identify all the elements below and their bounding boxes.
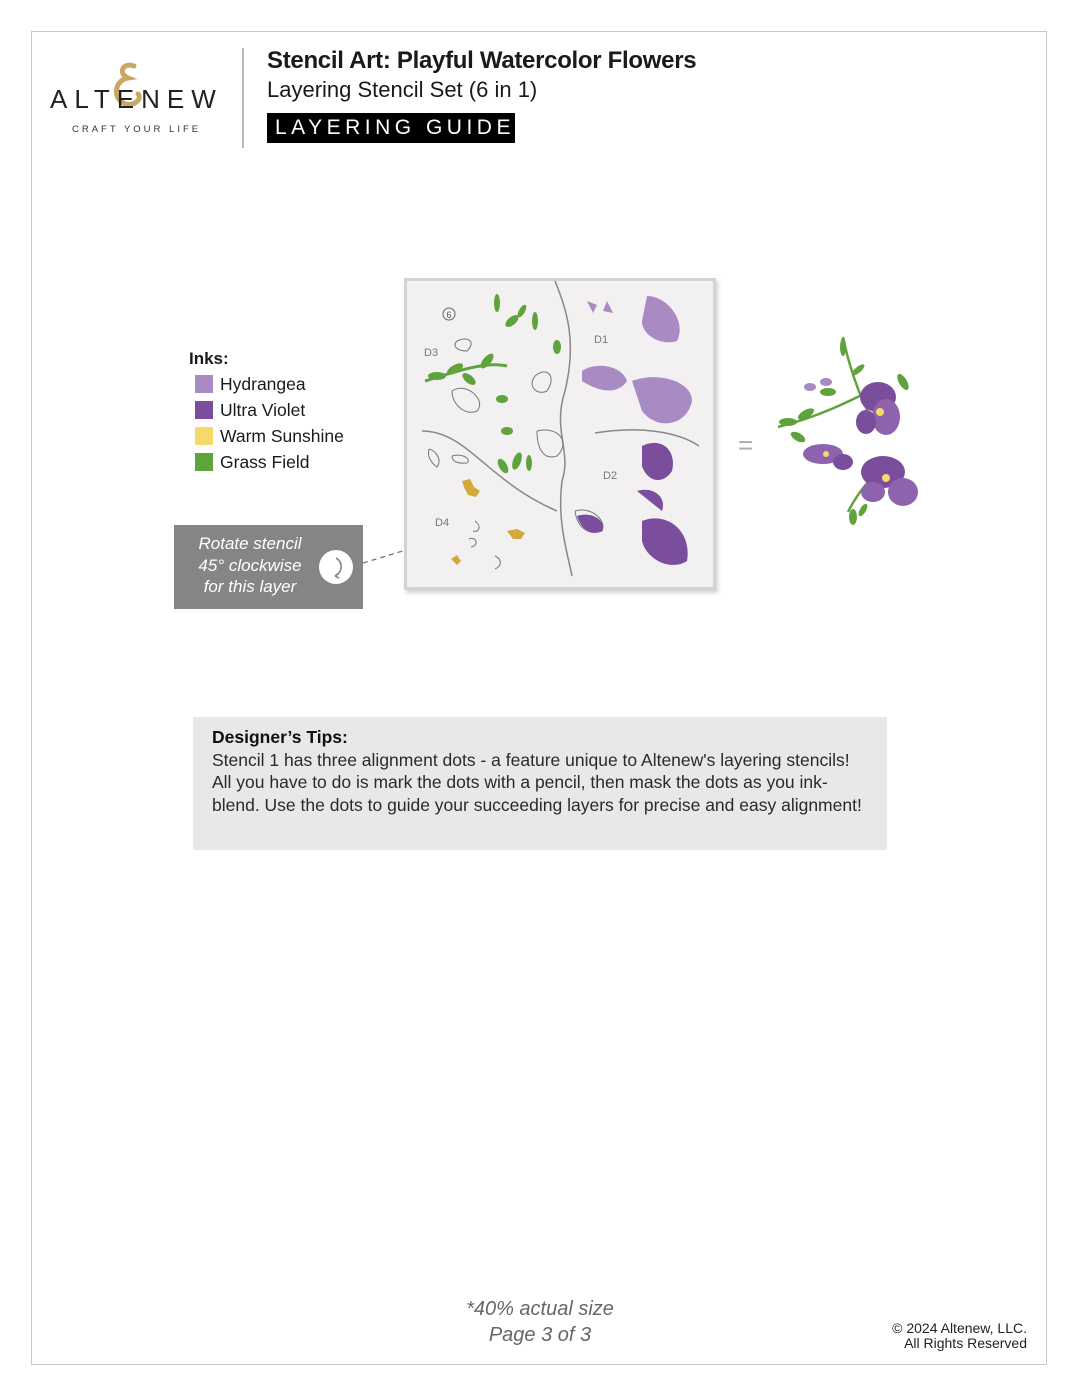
page-subtitle: Layering Stencil Set (6 in 1) — [267, 77, 538, 102]
finished-flower-image — [768, 332, 928, 532]
ink-name: Hydrangea — [220, 373, 306, 394]
inks-label: Inks: — [189, 349, 229, 368]
ink-swatch — [195, 375, 213, 393]
tips-title: Designer’s Tips: — [212, 727, 348, 747]
ink-item — [189, 449, 344, 475]
equals-sign: = — [738, 430, 754, 460]
rotate-clockwise-icon — [319, 550, 353, 584]
header-divider — [242, 48, 244, 148]
designer-tips — [193, 717, 887, 850]
label-d2: D2 — [603, 470, 618, 482]
label-d4: D4 — [435, 517, 450, 529]
stencil-number: 6 — [446, 310, 452, 320]
copyright-line: © 2024 Altenew, LLC. — [892, 1320, 1027, 1336]
stencil-artwork — [407, 281, 713, 587]
ink-swatch — [195, 453, 213, 471]
inks-legend — [189, 349, 344, 475]
copyright — [892, 1321, 1027, 1351]
ink-item — [189, 423, 344, 449]
page-border — [31, 31, 1047, 1365]
callout-line: Rotate stencil — [198, 534, 302, 553]
stencil-preview — [404, 278, 716, 590]
ink-swatch — [195, 401, 213, 419]
callout-line: for this layer — [203, 577, 297, 596]
ink-name: Ultra Violet — [220, 399, 306, 420]
ink-swatch — [195, 427, 213, 445]
label-d1: D1 — [594, 334, 609, 346]
altenew-logo — [48, 60, 223, 140]
ink-name: Warm Sunshine — [220, 425, 344, 446]
label-d3: D3 — [424, 347, 439, 359]
size-note: *40% actual size — [466, 1298, 614, 1320]
layering-guide-badge: LAYERING GUIDE — [267, 113, 515, 143]
page-number: Page 3 of 3 — [488, 1324, 592, 1346]
tips-body: Stencil 1 has three alignment dots - a feature unique to Altenew's layering stencils! All you have to do is mark the dots with a pencil, then mask the dots as you ink-blend. Use the dots to guide your succeeding layers for precise and easy alignment! — [212, 749, 862, 815]
page-title: Stencil Art: Playful Watercolor Flowers — [267, 47, 697, 74]
brand-tagline: CRAFT YOUR LIFE — [72, 124, 202, 135]
ink-item — [189, 397, 344, 423]
ink-item — [189, 371, 344, 397]
rights-line: All Rights Reserved — [904, 1335, 1027, 1351]
callout-line: 45° clockwise — [198, 555, 302, 575]
ink-name: Grass Field — [220, 451, 310, 472]
brand-name: ALTENEW — [50, 84, 223, 114]
